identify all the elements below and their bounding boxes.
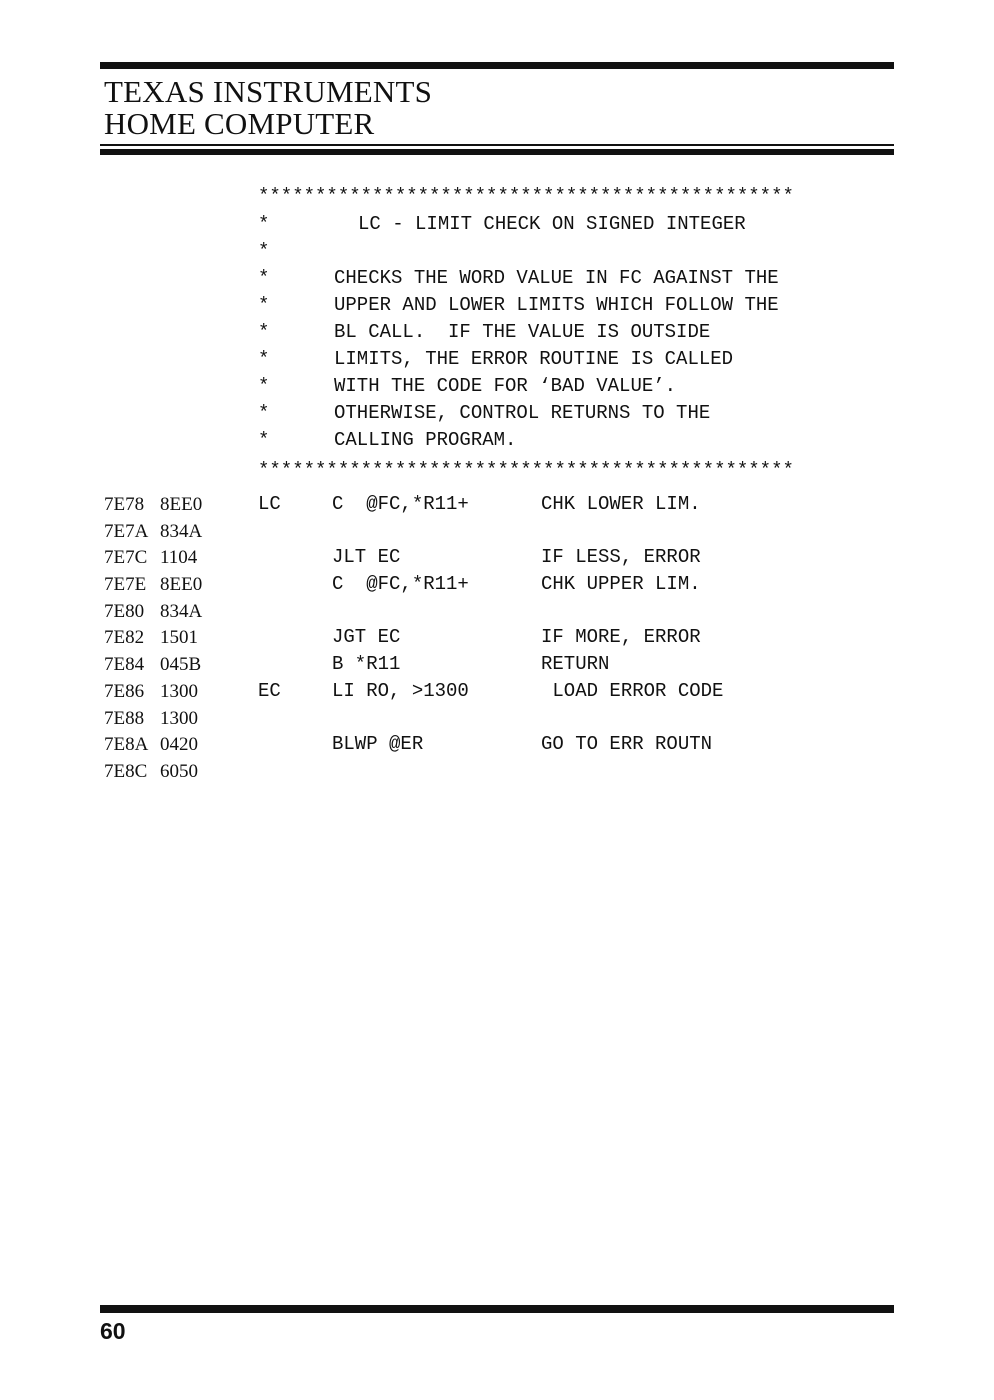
listing-instruction: LI RO, >1300	[332, 679, 469, 702]
listing-address: 7E88	[104, 707, 145, 729]
listing-address: 7E84	[104, 654, 145, 676]
listing-object-code: 1501	[160, 627, 198, 649]
comment-text: CALLING PROGRAM.	[334, 429, 517, 451]
listing-row	[0, 518, 994, 545]
listing-address: 7E80	[104, 600, 145, 622]
comment-asterisk: *	[258, 402, 270, 424]
comment-text: LIMITS, THE ERROR ROUTINE IS CALLED	[334, 348, 734, 370]
comment-asterisk: *	[258, 348, 270, 370]
listing-address: 7E8C	[104, 760, 148, 782]
listing-address: 7E7A	[104, 520, 149, 542]
top-rule	[100, 62, 894, 69]
listing-row	[0, 624, 994, 651]
comment-asterisk: *	[258, 375, 270, 397]
listing-address: 7E8A	[104, 734, 149, 756]
listing-object-code: 834A	[160, 520, 203, 542]
listing-row	[0, 758, 994, 785]
listing-label: EC	[258, 679, 281, 702]
comment-asterisk: *	[258, 267, 270, 289]
listing-object-code: 1300	[160, 680, 198, 702]
listing-row	[0, 705, 994, 732]
listing-address: 7E7C	[104, 547, 148, 569]
listing-comment: CHK UPPER LIM.	[541, 573, 701, 596]
header-rule-thin	[100, 144, 894, 146]
listing-comment: CHK LOWER LIM.	[541, 493, 701, 515]
listing-row	[0, 598, 994, 625]
listing-instruction: B *R11	[332, 653, 401, 676]
comment-asterisk: *	[258, 429, 270, 451]
listing-address: 7E78	[104, 494, 145, 515]
listing-instruction: BLWP @ER	[332, 733, 424, 756]
comment-title: LC - LIMIT CHECK ON SIGNED INTEGER	[358, 213, 746, 235]
comment-text: CHECKS THE WORD VALUE IN FC AGAINST THE	[334, 267, 779, 289]
listing-address: 7E7E	[104, 574, 147, 596]
header-rule-thick	[100, 149, 894, 155]
comment-border-bottom: ***********************************************	[258, 459, 794, 481]
listing-comment: RETURN	[541, 653, 610, 676]
footer-rule	[100, 1305, 894, 1313]
page-number: 60	[100, 1318, 126, 1344]
comment-asterisk: *	[258, 321, 270, 343]
comment-border-top: ***********************************************	[258, 185, 794, 207]
listing-row	[0, 731, 994, 758]
listing-comment: IF MORE, ERROR	[541, 626, 701, 649]
comment-text: WITH THE CODE FOR ‘BAD VALUE’.	[334, 375, 677, 397]
listing-address: 7E82	[104, 627, 145, 649]
comment-text: BL CALL. IF THE VALUE IS OUTSIDE	[334, 321, 711, 343]
listing-object-code: 0420	[160, 734, 198, 756]
listing-instruction: JLT EC	[332, 546, 401, 569]
listing-instruction: C @FC,*R11+	[332, 573, 469, 596]
listing-object-code: 8EE0	[160, 494, 203, 515]
header-line-2: HOME COMPUTER	[104, 106, 375, 141]
comment-asterisk: *	[258, 213, 270, 235]
comment-asterisk: *	[258, 240, 270, 262]
listing-instruction: JGT EC	[332, 626, 401, 649]
listing-object-code: 1300	[160, 707, 198, 729]
listing-row	[0, 544, 994, 571]
listing-row	[0, 651, 994, 678]
listing-row	[0, 491, 994, 518]
listing-comment: LOAD ERROR CODE	[541, 679, 724, 702]
listing-label: LC	[258, 493, 281, 515]
listing-object-code: 045B	[160, 654, 202, 676]
comment-text: OTHERWISE, CONTROL RETURNS TO THE	[334, 402, 711, 424]
listing-object-code: 8EE0	[160, 574, 203, 596]
listing-object-code: 6050	[160, 760, 198, 782]
listing-comment: GO TO ERR ROUTN	[541, 733, 713, 756]
listing-object-code: 834A	[160, 600, 203, 622]
listing-address: 7E86	[104, 680, 145, 702]
listing-row	[0, 571, 994, 598]
listing-object-code: 1104	[160, 547, 198, 569]
header-line-1: TEXAS INSTRUMENTS	[104, 74, 433, 109]
comment-asterisk: *	[258, 294, 270, 316]
listing-row	[0, 678, 994, 705]
assembly-listing	[0, 491, 994, 785]
listing-instruction: C @FC,*R11+	[332, 493, 469, 515]
listing-comment: IF LESS, ERROR	[541, 546, 701, 569]
comment-text: UPPER AND LOWER LIMITS WHICH FOLLOW THE	[334, 294, 779, 316]
